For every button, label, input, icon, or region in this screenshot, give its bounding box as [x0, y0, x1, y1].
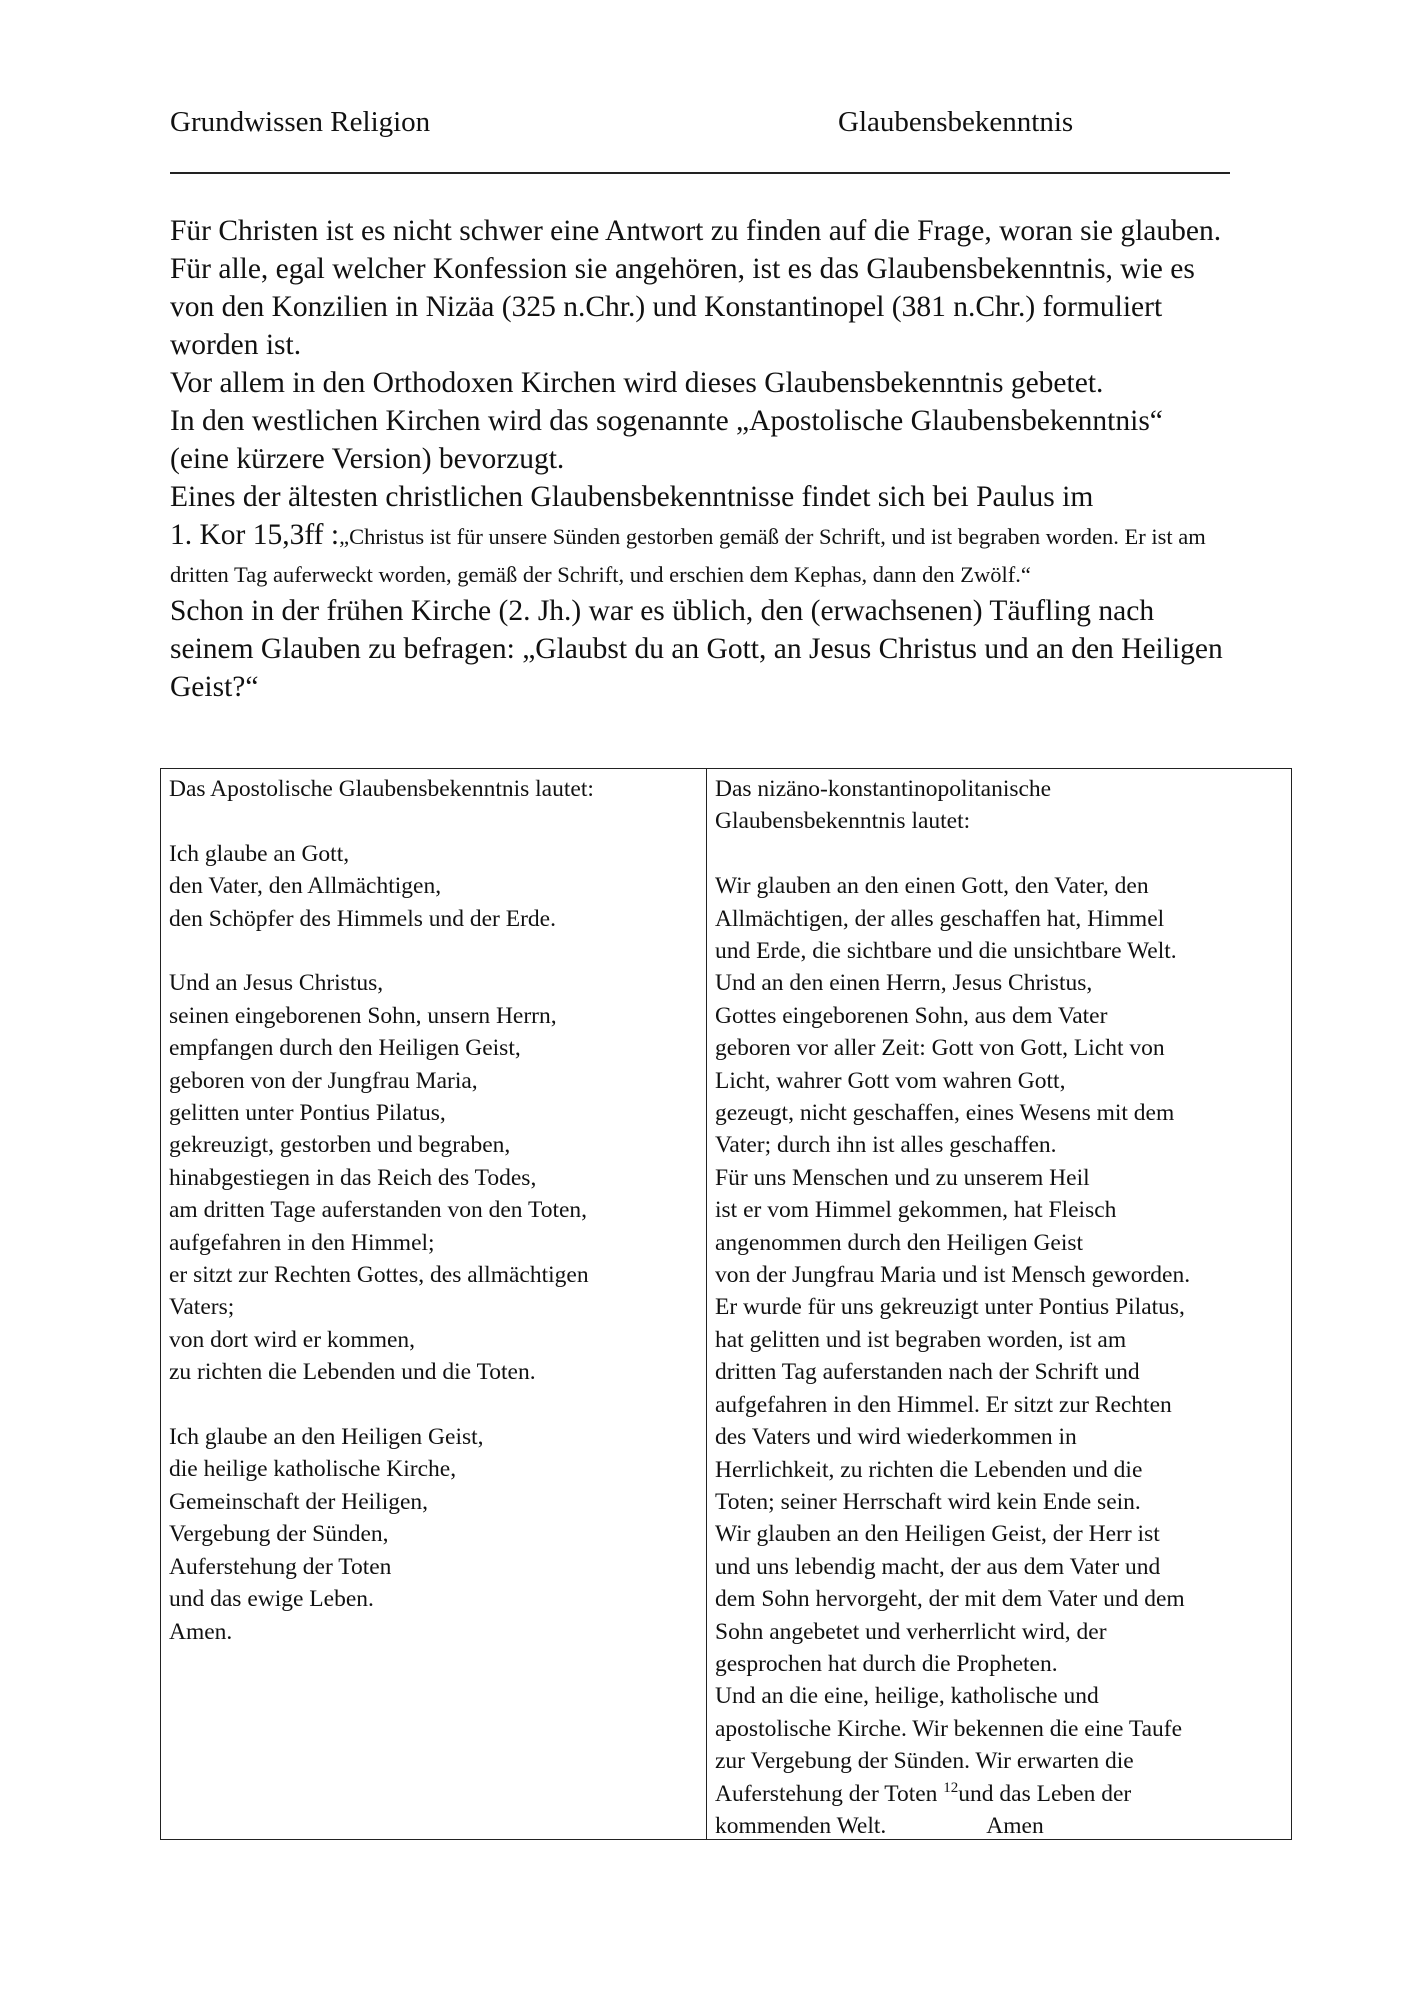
creed-line: Vater; durch ihn ist alles geschaffen.: [715, 1132, 1057, 1159]
creed-line-text: kommenden Welt.: [715, 1812, 887, 1839]
creed-line: ist er vom Himmel gekommen, hat Fleisch: [715, 1197, 1117, 1224]
creed-line: gesprochen hat durch die Propheten.: [715, 1650, 1058, 1677]
creed-line: Wir glauben an den Heiligen Geist, der Herr ist: [715, 1521, 1160, 1548]
creed-line: Allmächtigen, der alles geschaffen hat, Himmel: [715, 905, 1165, 932]
verse-number: 12: [943, 1779, 959, 1796]
creed-line: Gemeinschaft der Heiligen,: [169, 1488, 429, 1515]
creed-line: dem Sohn hervorgeht, der mit dem Vater und dem: [715, 1586, 1185, 1613]
creed-line: seinen eingeborenen Sohn, unsern Herrn,: [169, 1002, 557, 1029]
creed-line: Licht, wahrer Gott vom wahren Gott,: [715, 1067, 1066, 1094]
creed-line: er sitzt zur Rechten Gottes, des allmächtigen: [169, 1262, 589, 1289]
creed-line: Das Apostolische Glaubensbekenntnis lautet:: [169, 776, 594, 802]
creed-line-text: und das Leben der: [958, 1780, 1132, 1807]
creed-line: gezeugt, nicht geschaffen, eines Wesens mit dem: [715, 1100, 1175, 1127]
creed-line: [715, 1810, 1283, 1842]
creed-line: Vergebung der Sünden,: [169, 1521, 389, 1548]
creed-line: am dritten Tage auferstanden von den Toten,: [169, 1197, 588, 1224]
creed-line: empfangen durch den Heiligen Geist,: [169, 1035, 521, 1062]
creed-line: und uns lebendig macht, der aus dem Vater und: [715, 1553, 1161, 1580]
creed-line: den Vater, den Allmächtigen,: [169, 873, 442, 900]
creed-line: gelitten unter Pontius Pilatus,: [169, 1100, 446, 1127]
header-subject: Grundwissen Religion: [170, 106, 431, 138]
bible-reference: 1. Kor 15,3ff :: [170, 519, 340, 551]
creed-line: von dort wird er kommen,: [169, 1326, 416, 1353]
creed-line: [169, 1389, 698, 1421]
header-topic: Glaubensbekenntnis: [838, 106, 1074, 138]
page-header: [170, 104, 1230, 144]
intro-paragraph-1: Für Christen ist es nicht schwer eine Antwort zu finden auf die Frage, woran sie glauben. Für alle, egal welcher Konfession sie angehören, ist es das Glaubensbekenntnis, wie es von den Konzilien in Nizäa (325 n.Chr.) und Konstantinopel (381 n.Chr.) formuliert worden ist.: [170, 215, 1222, 361]
creed-line: Gottes eingeborenen Sohn, aus dem Vater: [715, 1002, 1108, 1029]
creed-line: aufgefahren in den Himmel. Er sitzt zur Rechten: [715, 1391, 1172, 1418]
creed-line: angenommen durch den Heiligen Geist: [715, 1229, 1084, 1256]
intro-paragraph-2: Vor allem in den Orthodoxen Kirchen wird dieses Glaubensbekenntnis gebetet.: [170, 367, 1104, 399]
creed-line: gekreuzigt, gestorben und begraben,: [169, 1132, 511, 1159]
creed-line: geboren vor aller Zeit: Gott von Gott, Licht von: [715, 1035, 1165, 1062]
creed-line: Wir glauben an den einen Gott, den Vater, den: [715, 873, 1149, 900]
creed-line: Für uns Menschen und zu unserem Heil: [715, 1164, 1090, 1191]
creed-line: hinabgestiegen in das Reich des Todes,: [169, 1164, 537, 1191]
intro-paragraph-4-cont: [170, 516, 1230, 592]
apostolic-creed-column: [161, 769, 707, 1839]
creed-line: aufgefahren in den Himmel;: [169, 1229, 435, 1256]
creed-line: Auferstehung der Toten: [169, 1553, 392, 1580]
creed-line: geboren von der Jungfrau Maria,: [169, 1067, 478, 1094]
header-divider: [170, 172, 1230, 174]
creed-line: Glaubensbekenntnis lautet:: [715, 808, 971, 835]
intro-text: [170, 212, 1260, 706]
nicene-creed-column: [707, 769, 1291, 1839]
creed-line: zur Vergebung der Sünden. Wir erwarten die: [715, 1748, 1134, 1775]
creed-line: dritten Tag auferstanden nach der Schrift und: [715, 1359, 1140, 1386]
creed-line: Und an die eine, heilige, katholische und: [715, 1683, 1099, 1710]
creed-line: Das nizäno-konstantinopolitanische: [715, 776, 1052, 802]
creed-line: zu richten die Lebenden und die Toten.: [169, 1359, 536, 1386]
creed-amen: Amen: [986, 1812, 1044, 1839]
creed-line: Sohn angebetet und verherrlicht wird, der: [715, 1618, 1107, 1645]
creed-line: und das ewige Leben.: [169, 1586, 374, 1613]
creed-line-text: Auferstehung der Toten: [715, 1780, 944, 1807]
intro-paragraph-5: Schon in der frühen Kirche (2. Jh.) war es üblich, den (erwachsenen) Täufling nach seinem Glauben zu befragen: „Glaubst du an Gott, an Jesus Christus und an den Heiligen Geist?“: [170, 595, 1223, 703]
creed-line: [169, 805, 698, 837]
bible-quote: „Christus ist für unsere Sünden gestorben gemäß der Schrift, und ist begraben worden. Er ist am dritten Tag auferweckt worden, gemäß der Schrift, und erschien dem Kephas, dann den Zwölf.“: [170, 524, 1206, 587]
creed-line: Und an Jesus Christus,: [169, 970, 384, 997]
creed-line: des Vaters und wird wiederkommen in: [715, 1424, 1077, 1451]
creed-line: den Schöpfer des Himmels und der Erde.: [169, 905, 556, 932]
creed-line: [169, 935, 698, 967]
creed-line: hat gelitten und ist begraben worden, ist am: [715, 1326, 1127, 1353]
creed-line: von der Jungfrau Maria und ist Mensch geworden.: [715, 1262, 1191, 1289]
intro-paragraph-4: Eines der ältesten christlichen Glaubensbekenntnisse findet sich bei Paulus im: [170, 481, 1094, 513]
creed-line: Amen.: [169, 1618, 233, 1645]
creed-line: die heilige katholische Kirche,: [169, 1456, 457, 1483]
intro-paragraph-3: In den westlichen Kirchen wird das sogenannte „Apostolische Glaubensbekenntnis“ (eine kürzere Version) bevorzugt.: [170, 405, 1163, 475]
creed-line: Ich glaube an Gott,: [169, 840, 350, 867]
creed-line: Und an den einen Herrn, Jesus Christus,: [715, 970, 1093, 997]
creed-line: Herrlichkeit, zu richten die Lebenden und die: [715, 1456, 1143, 1483]
creed-line: Vaters;: [169, 1294, 235, 1321]
creed-line: [715, 1778, 1283, 1810]
creed-comparison-table: [160, 768, 1292, 1840]
creed-line: Ich glaube an den Heiligen Geist,: [169, 1424, 484, 1451]
creed-line: apostolische Kirche. Wir bekennen die eine Taufe: [715, 1715, 1183, 1742]
creed-line: Er wurde für uns gekreuzigt unter Pontius Pilatus,: [715, 1294, 1185, 1321]
creed-line: [715, 838, 1283, 870]
creed-line: und Erde, die sichtbare und die unsichtbare Welt.: [715, 938, 1177, 965]
creed-line: Toten; seiner Herrschaft wird kein Ende sein.: [715, 1488, 1141, 1515]
